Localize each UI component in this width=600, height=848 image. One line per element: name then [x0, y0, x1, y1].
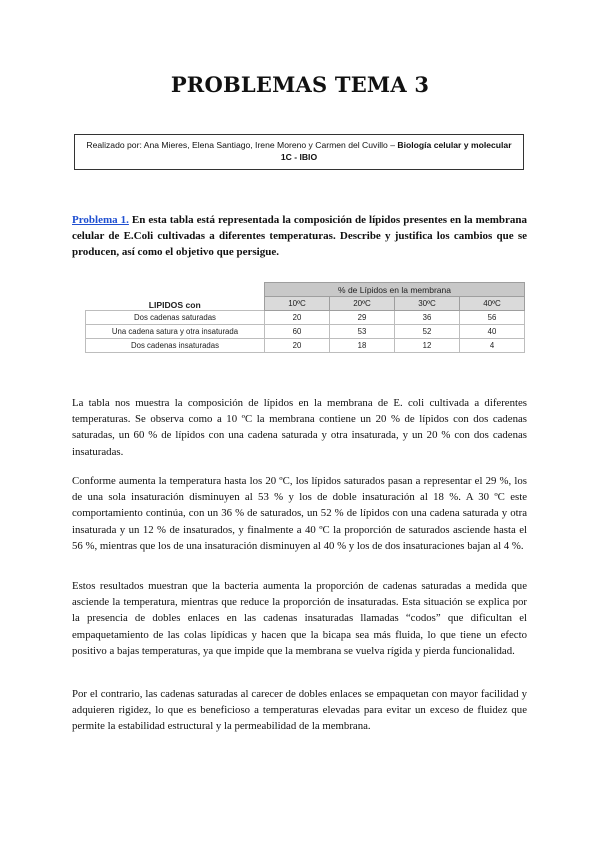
- table-group-header: % de Lípidos en la membrana: [265, 283, 525, 297]
- table-cell: 60: [265, 325, 330, 339]
- table-temp-header: 20ºC: [330, 297, 395, 311]
- table-cell: 20: [265, 339, 330, 353]
- problem-statement: [72, 212, 527, 260]
- table-row: [86, 339, 525, 353]
- table-cell: 4: [460, 339, 525, 353]
- problem-text: En esta tabla está representada la composición de lípidos presentes en la membrana celular de E.Coli cultivadas a diferentes temperaturas. Describe y justifica los cambios que se producen, así como el objetivo que persigue.: [72, 214, 527, 258]
- table-cell: 56: [460, 311, 525, 325]
- credits-authors: Realizado por: Ana Mieres, Elena Santiago, Irene Moreno y Carmen del Cuvillo –: [86, 140, 398, 150]
- table-group-header-row: [86, 283, 525, 297]
- table-temp-header-row: [86, 297, 525, 311]
- paragraph: Conforme aumenta la temperatura hasta los 20 ºC, los lípidos saturados pasan a representar el 29 %, los de una sola insaturación disminuyen al 53 % y los de doble insaturación al 18 %. A 30 ºC este comportamiento continúa, con un 36 % de saturados, un 52 % de lípidos con una cadena saturada y otra insaturada y un 12 % de insaturados, y finalmente a 40 ºC la proporción de saturados asciende hasta el 56 %, mientras que los de una insaturación disminuyen al 40 % y los de dos insaturaciones bajan al 4 %.: [72, 475, 527, 552]
- table-cell: 20: [265, 311, 330, 325]
- table-temp-header: 40ºC: [460, 297, 525, 311]
- lipid-table: [85, 282, 525, 353]
- table-row: [86, 325, 525, 339]
- paragraph: La tabla nos muestra la composición de lípidos en la membrana de E. coli cultivada a diferentes temperaturas. Se observa como a 10 ºC la membrana contiene un 20 % de lípidos con dos cadenas saturadas, un 60 % de lípidos con una cadena saturada y otra insaturada, y un 20 % con dos cadenas insaturadas.: [72, 397, 527, 458]
- paragraph: Estos resultados muestran que la bacteria aumenta la proporción de cadenas saturadas a medida que asciende la temperatura, mientras que reduce la proporción de insaturadas. Esta situación se explica por la presencia de dobles enlaces en las cadenas insaturadas llamadas “codos” que dificultan el empaquetamiento de las colas lipídicas y hacen que la bicapa sea más fluida, lo que tiene un efecto positivo a bajas temperaturas, ya que impide que la membrana se vuelva rígida y pierda funcionalidad.: [72, 580, 527, 657]
- table-temp-header: 10ºC: [265, 297, 330, 311]
- problem-link[interactable]: Problema 1.: [72, 214, 129, 226]
- table-row: [86, 311, 525, 325]
- table-cell: 12: [395, 339, 460, 353]
- table-row-header: LIPIDOS con: [148, 300, 201, 310]
- paragraph: Por el contrario, las cadenas saturadas al carecer de dobles enlaces se empaquetan con mayor facilidad y adquieren rigidez, lo que es beneficioso a temperaturas elevadas para evitar un exceso de fluidez que permite la estabilidad estructural y la permeabilidad de la membrana.: [72, 688, 527, 733]
- page-title: PROBLEMAS TEMA 3: [170, 72, 430, 97]
- table-row-label: Dos cadenas saturadas: [86, 311, 265, 325]
- table-cell: 40: [460, 325, 525, 339]
- table-cell: 29: [330, 311, 395, 325]
- table-temp-header: 30ºC: [395, 297, 460, 311]
- table-cell: 53: [330, 325, 395, 339]
- table-cell: 18: [330, 339, 395, 353]
- table-corner: [86, 283, 265, 297]
- credits-box: [74, 134, 524, 170]
- table-cell: 36: [395, 311, 460, 325]
- credits-course: Biología celular y molecular 1C - IBIO: [280, 140, 512, 162]
- table-row-label: Una cadena satura y otra insaturada: [86, 325, 265, 339]
- table-row-label: Dos cadenas insaturadas: [86, 339, 265, 353]
- table-cell: 52: [395, 325, 460, 339]
